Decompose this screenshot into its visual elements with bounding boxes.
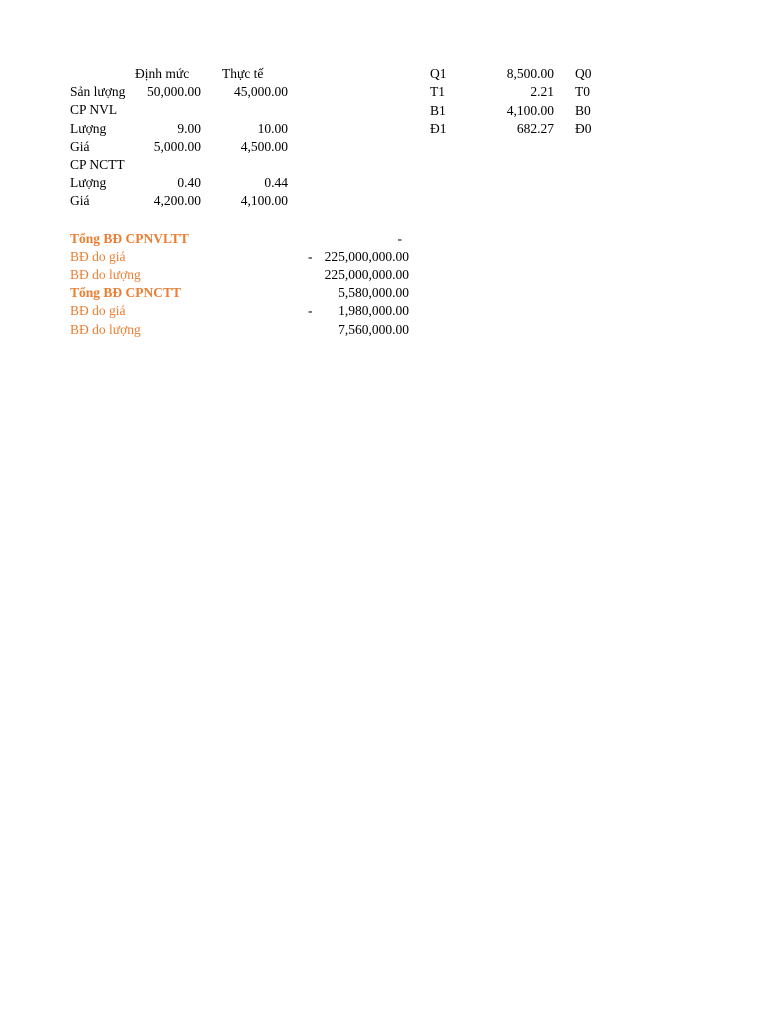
label-san-luong: Sản lượng (70, 84, 126, 99)
san-luong-thuc-te: 45,000.00 (234, 84, 288, 99)
side-value-d1: 682.27 (516, 121, 554, 136)
summary-label-bd-do-luong-nvl: BĐ do lượng (70, 267, 141, 282)
summary-value-bd-do-luong-nvl: 225,000,000.00 (324, 267, 409, 282)
side-label-t1: T1 (430, 84, 445, 99)
summary-value-bd-do-luong-nctt: 7,560,000.00 (338, 322, 409, 337)
luong-nvl-thuc-te: 10.00 (257, 121, 288, 136)
side-value-q1: 8,500.00 (506, 66, 554, 81)
gia-nvl-thuc-te: 4,500.00 (240, 139, 288, 154)
side-label-t0: T0 (575, 84, 590, 99)
luong-nvl-dinh-muc: 9.00 (177, 121, 201, 136)
summary-sign-bd-do-gia-nctt: - (308, 303, 313, 318)
summary-label-tong-cpnctt: Tổng BĐ CPNCTT (70, 285, 182, 300)
summary-sign-bd-do-gia-nvl: - (308, 249, 313, 264)
san-luong-dinh-muc: 50,000.00 (147, 84, 201, 99)
side-label-b0: B0 (575, 103, 591, 118)
luong-nctt-thuc-te: 0.44 (264, 175, 288, 190)
summary-label-bd-do-gia-nvl: BĐ do giá (70, 249, 126, 264)
header-dinh-muc: Định mức (135, 66, 190, 81)
summary-label-bd-do-luong-nctt: BĐ do lượng (70, 322, 141, 337)
side-value-b1: 4,100.00 (506, 103, 554, 118)
gia-nctt-thuc-te: 4,100.00 (240, 193, 288, 208)
gia-nvl-dinh-muc: 5,000.00 (153, 139, 201, 154)
summary-value-tong-cpnvltt: - (397, 231, 402, 246)
side-label-d0: Đ0 (575, 121, 592, 136)
summary-value-bd-do-gia-nvl: 225,000,000.00 (324, 249, 409, 264)
header-thuc-te: Thực tế (222, 66, 264, 81)
summary-value-bd-do-gia-nctt: 1,980,000.00 (338, 303, 409, 318)
side-label-q0: Q0 (575, 66, 592, 81)
label-cp-nvl: CP NVL (70, 102, 118, 117)
label-gia-nctt: Giá (70, 193, 90, 208)
summary-value-tong-cpnctt: 5,580,000.00 (338, 285, 409, 300)
label-gia-nvl: Giá (70, 139, 90, 154)
side-label-b1: B1 (430, 103, 446, 118)
gia-nctt-dinh-muc: 4,200.00 (153, 193, 201, 208)
side-value-t1: 2.21 (530, 84, 554, 99)
summary-label-tong-cpnvltt: Tổng BĐ CPNVLTT (70, 231, 189, 246)
side-label-q1: Q1 (430, 66, 447, 81)
label-luong-nctt: Lượng (70, 175, 107, 190)
summary-label-bd-do-gia-nctt: BĐ do giá (70, 303, 126, 318)
luong-nctt-dinh-muc: 0.40 (177, 175, 201, 190)
side-label-d1: Đ1 (430, 121, 447, 136)
label-cp-nctt: CP NCTT (70, 157, 125, 172)
label-luong-nvl: Lượng (70, 121, 107, 136)
